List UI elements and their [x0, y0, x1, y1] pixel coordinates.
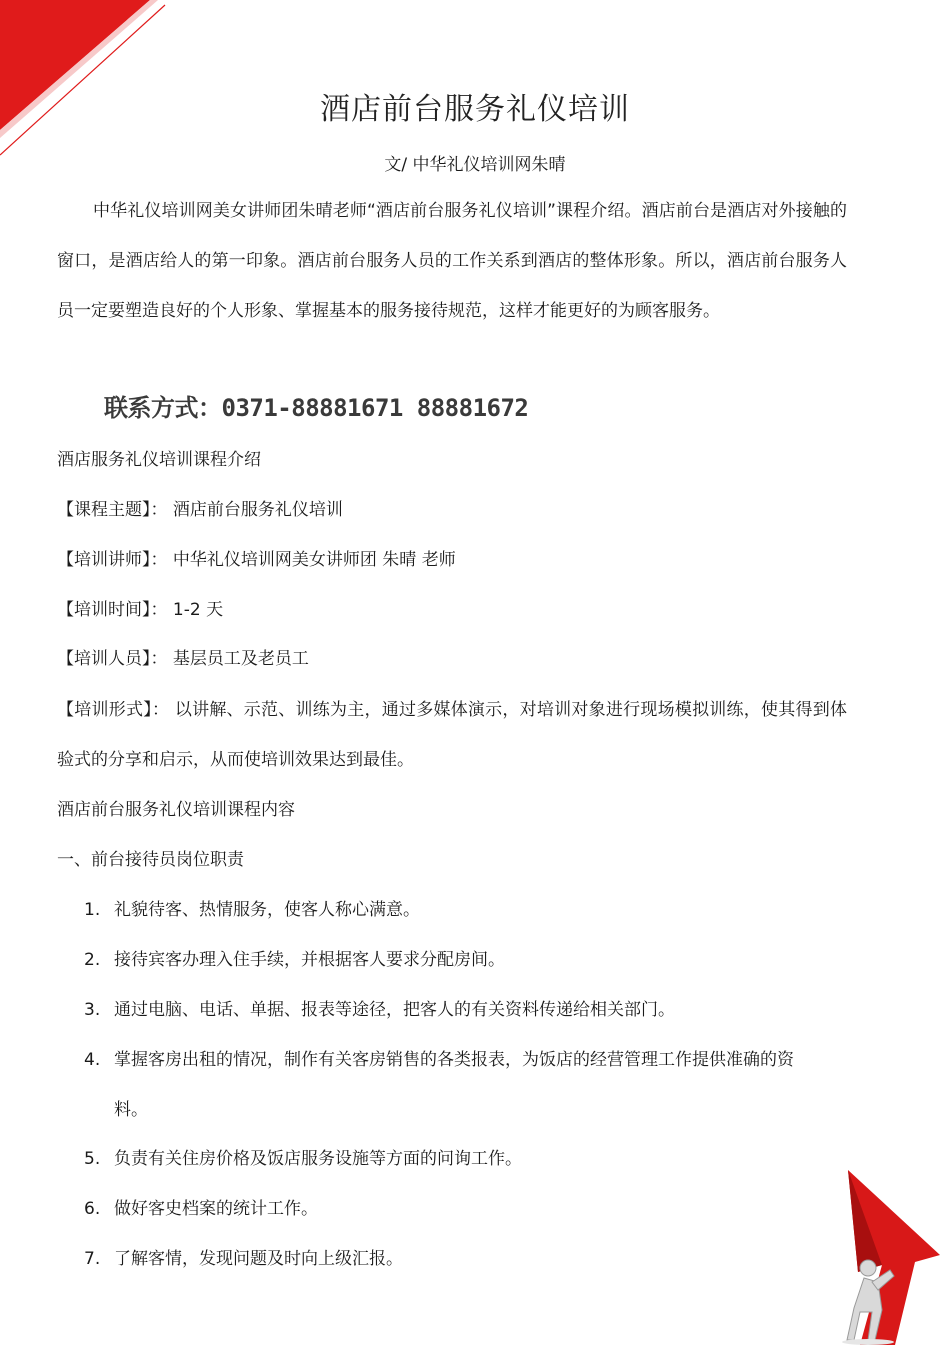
red-corner-ribbon: [0, 0, 175, 165]
red-rising-arrow-icon: [820, 1170, 950, 1345]
document-byline: 文/ 中华礼仪培训网朱晴: [384, 155, 566, 175]
document-title: 酒店前台服务礼仪培训: [320, 92, 630, 127]
duty-item: [84, 985, 824, 1035]
duty-item: [84, 935, 824, 985]
content-heading: 酒店前台服务礼仪培训课程内容: [57, 800, 295, 820]
field-topic: 【课程主题】： 酒店前台服务礼仪培训: [57, 500, 343, 520]
duty-number: 4.: [84, 1050, 101, 1070]
duty-text: 做好客史档案的统计工作。: [114, 1199, 318, 1219]
duty-number: 1.: [84, 900, 101, 920]
duty-number: 7.: [84, 1249, 101, 1269]
duty-item: [84, 885, 824, 935]
field-audience: 【培训人员】： 基层员工及老员工: [57, 649, 309, 669]
duty-text: 通过电脑、电话、单据、报表等途径，把客人的有关资料传递给相关部门。: [114, 1000, 675, 1020]
duty-item: [84, 1134, 824, 1184]
duty-text: 接待宾客办理入住手续，并根据客人要求分配房间。: [114, 950, 505, 970]
duty-text: 了解客情，发现问题及时向上级汇报。: [114, 1249, 403, 1269]
duty-number: 2.: [84, 950, 101, 970]
field-duration: 【培训时间】： 1-2 天: [57, 600, 224, 620]
duty-number: 5.: [84, 1149, 101, 1169]
duty-text: 礼貌待客、热情服务，使客人称心满意。: [114, 900, 420, 920]
duty-number: 3.: [84, 1000, 101, 1020]
field-lecturer: 【培训讲师】： 中华礼仪培训网美女讲师团 朱晴 老师: [57, 550, 456, 570]
intro-paragraph: 中华礼仪培训网美女讲师团朱晴老师“酒店前台服务礼仪培训”课程介绍。酒店前台是酒店对外接触的窗口，是酒店给人的第一印象。酒店前台服务人员的工作关系到酒店的整体形象。所以，酒店前台服务人员一定要塑造良好的个人形象、掌握基本的服务接待规范，这样才能更好的为顾客服务。: [57, 201, 847, 321]
contact-info: 联系方式：0371-88881671 88881672: [104, 394, 529, 422]
duty-item: [84, 1035, 824, 1135]
field-format: 【培训形式】： 以讲解、示范、训练为主，通过多媒体演示，对培训对象进行现场模拟训练，使其得到体验式的分享和启示，从而使培训效果达到最佳。: [57, 700, 847, 770]
duty-number: 6.: [84, 1199, 101, 1219]
section1-heading: 一、前台接待员岗位职责: [57, 850, 244, 870]
course-intro-heading: 酒店服务礼仪培训课程介绍: [57, 450, 261, 470]
duty-text: 负责有关住房价格及饭店服务设施等方面的问询工作。: [114, 1149, 522, 1169]
duty-item: [84, 1184, 824, 1234]
duty-item: [84, 1234, 824, 1284]
duty-text: 掌握客房出租的情况，制作有关客房销售的各类报表，为饭店的经营管理工作提供准确的资料。: [114, 1050, 794, 1120]
